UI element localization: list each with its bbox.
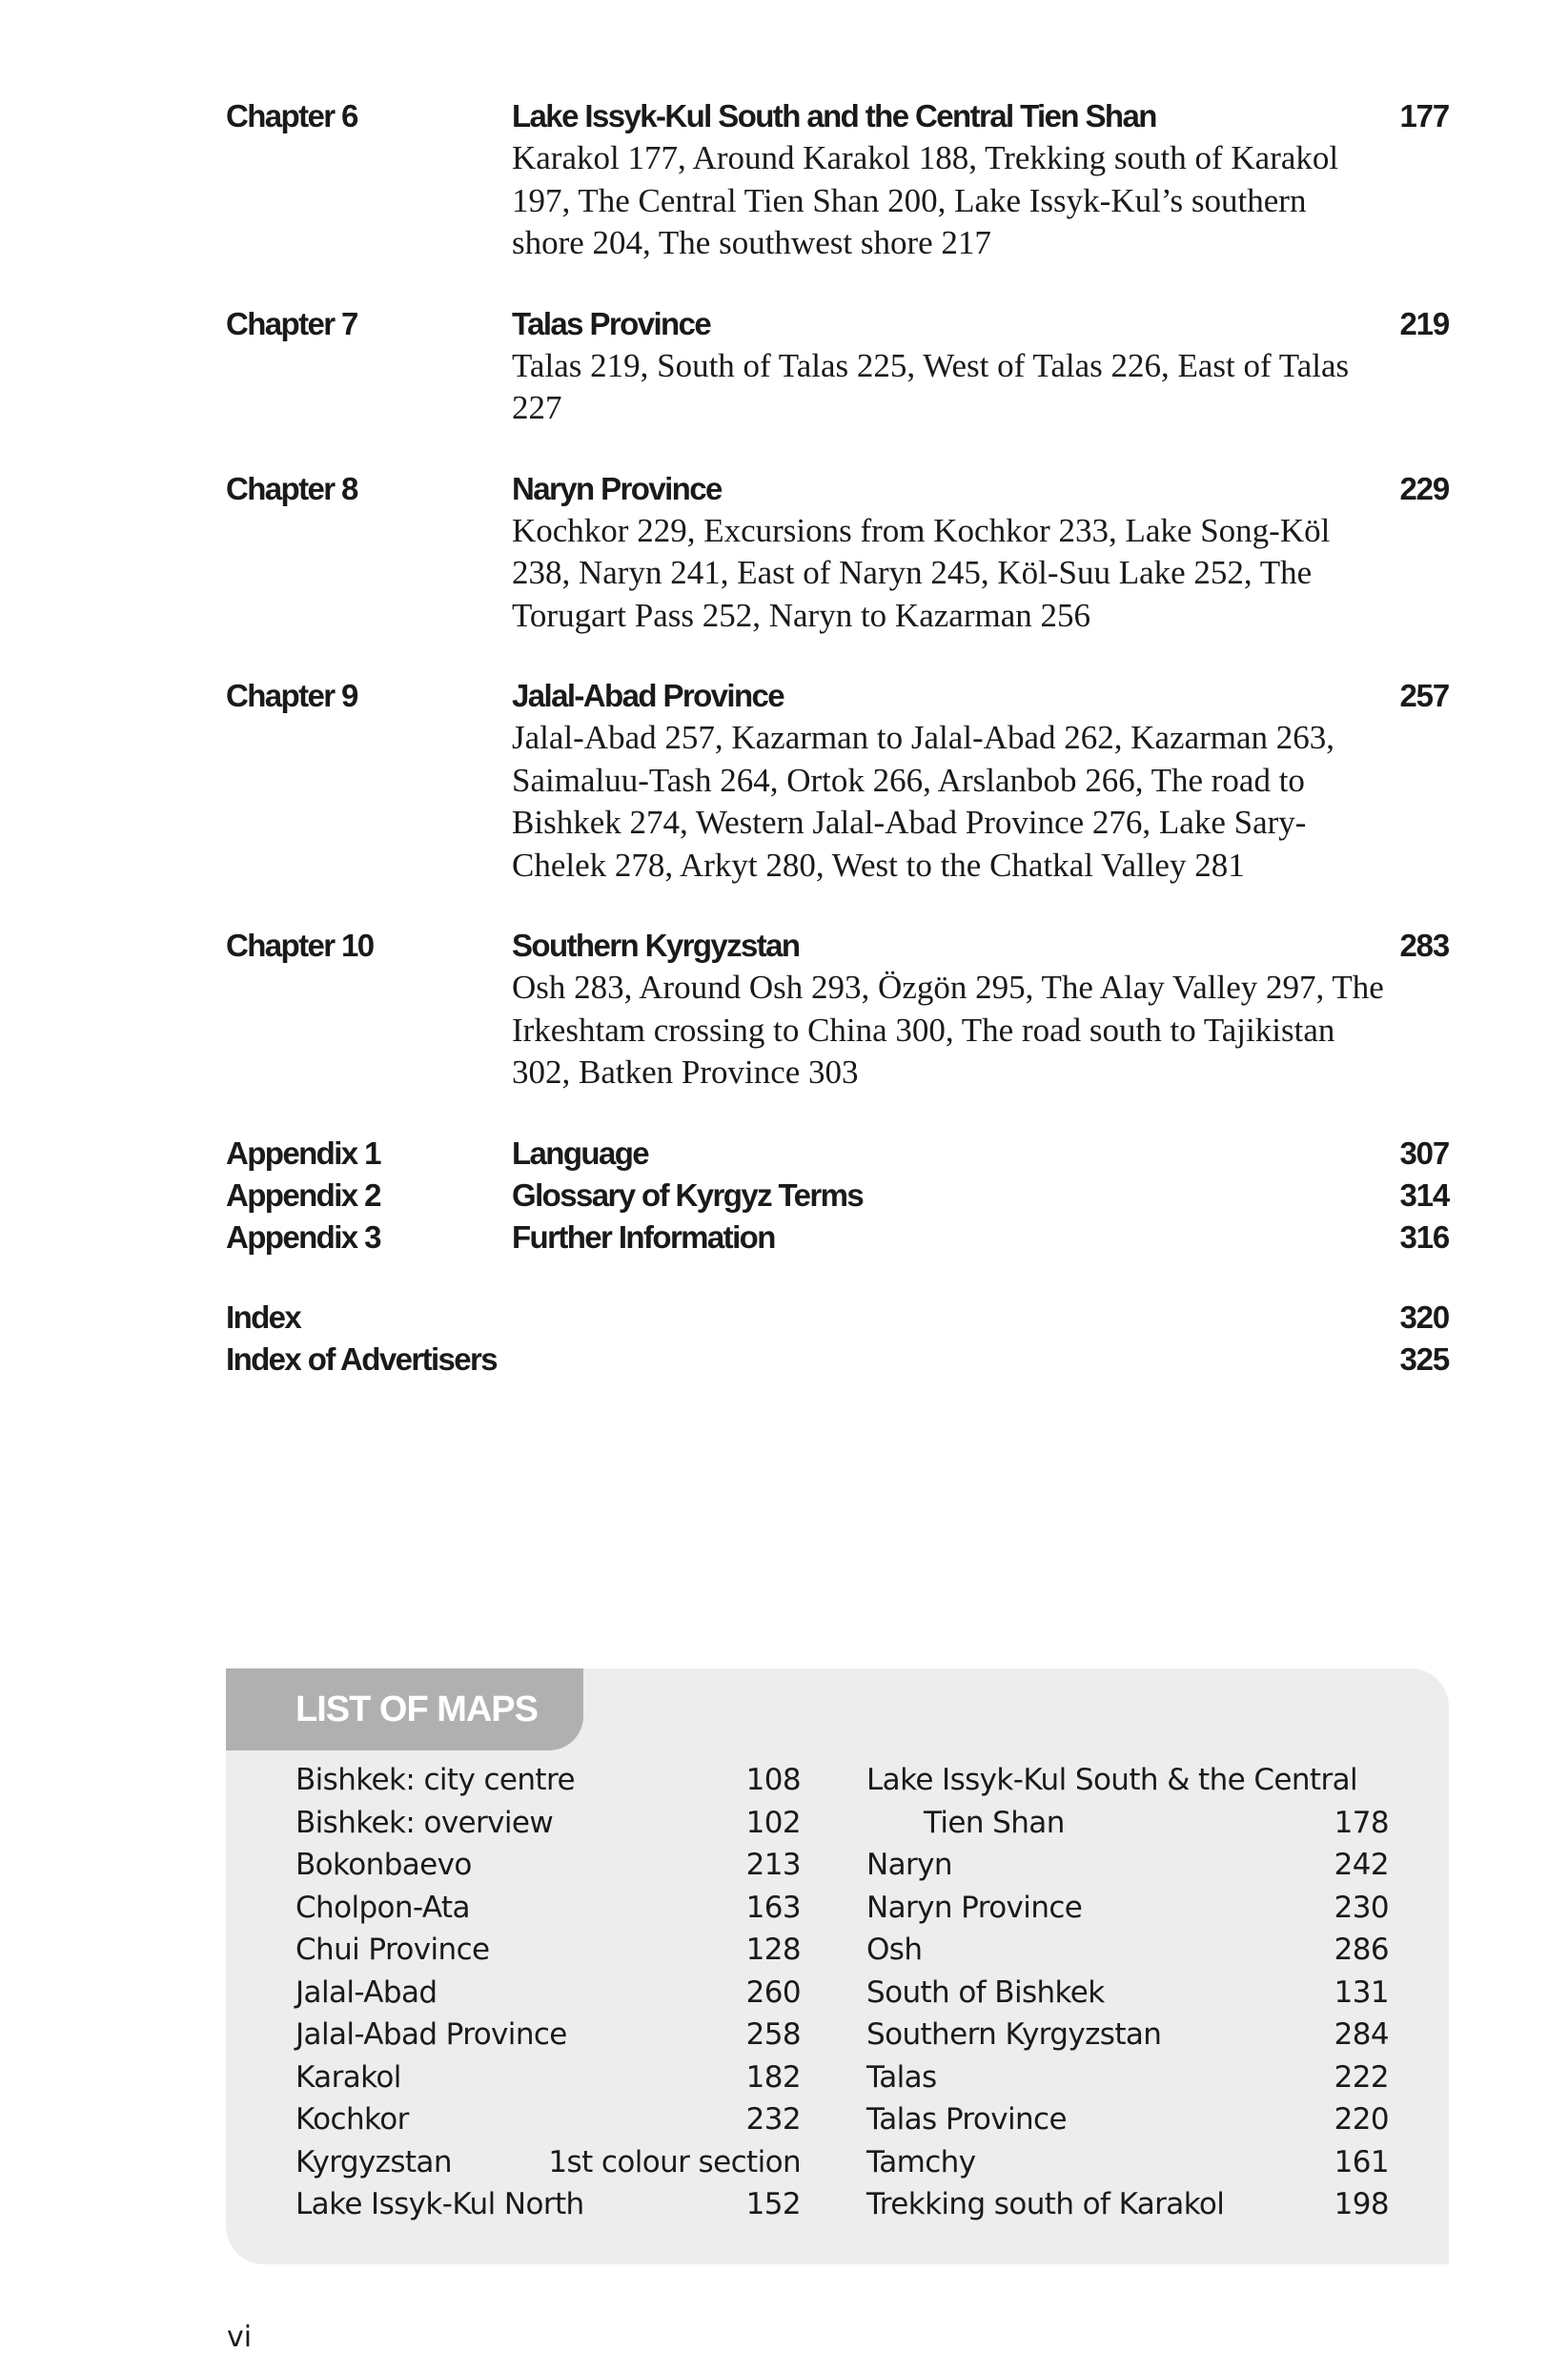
chapter-contents: Osh 283, Around Osh 293, Özgön 295, The Alay Valley 297, The Irkeshtam crossing to China 300, The road south to Tajikistan 302, Batken Province 303 (512, 969, 1384, 1091)
toc-entry-index (226, 1297, 1449, 1339)
map-list-item (866, 1844, 1389, 1887)
map-page-number: 1st colour section (548, 2144, 801, 2179)
map-list-item (295, 2014, 801, 2056)
maps-column-right (866, 1759, 1389, 2226)
toc-entry-chapter-9 (226, 675, 1449, 887)
map-list-item (866, 2183, 1389, 2226)
appendix-title: Further Information (512, 1218, 775, 1255)
chapter-title: Talas Province (512, 305, 711, 341)
map-list-item (866, 1929, 1389, 1972)
map-page-number: 161 (1334, 2144, 1389, 2179)
map-name: South of Bishkek (866, 1974, 1105, 2010)
map-list-item (295, 1844, 801, 1887)
chapter-page-number: 257 (1399, 678, 1449, 713)
appendix-label: Appendix 3 (226, 1218, 380, 1255)
map-page-number: 213 (745, 1848, 801, 1882)
map-name: Lake Issyk-Kul South & the Central (866, 1763, 1358, 1797)
map-name: Kochkor (295, 2102, 409, 2137)
map-name: Talas Province (866, 2102, 1067, 2137)
map-page-number: 258 (745, 2017, 801, 2052)
map-list-item (295, 2098, 801, 2141)
chapter-contents: Kochkor 229, Excursions from Kochkor 233, Lake Song-Köl 238, Naryn 241, East of Naryn 245, Köl-Suu Lake 252, The Torugart Pass 252, Naryn to Kazarman 256 (512, 511, 1331, 634)
map-page-number: 178 (1334, 1805, 1389, 1840)
map-name: Jalal-Abad Province (295, 2017, 567, 2052)
chapter-title: Lake Issyk-Kul South and the Central Tien Shan (512, 98, 1156, 133)
map-list-item (866, 2141, 1389, 2184)
map-page-number: 152 (745, 2187, 801, 2221)
appendix-page-number: 314 (1399, 1176, 1449, 1213)
maps-column-left (295, 1759, 801, 2226)
map-list-item (866, 1759, 1389, 1802)
map-page-number: 260 (745, 1974, 801, 2010)
map-list-item (295, 1887, 801, 1930)
map-list-item (866, 2014, 1389, 2056)
map-list-item (295, 2183, 801, 2226)
map-name: Cholpon-Ata (295, 1890, 470, 1925)
map-list-item (295, 2056, 801, 2099)
appendix-label: Appendix 2 (226, 1176, 380, 1213)
toc-entry-appendix-2 (226, 1175, 1449, 1217)
index-page-number: 320 (1399, 1299, 1449, 1335)
index-label: Index of Advertisers (226, 1340, 498, 1377)
chapter-page-number: 177 (1399, 98, 1449, 133)
chapter-contents: Karakol 177, Around Karakol 188, Trekking south of Karakol 197, The Central Tien Shan 200, Lake Issyk-Kul’s southern shore 204, The southwest shore 217 (512, 139, 1339, 261)
map-list-item (295, 1972, 801, 2015)
map-page-number: 286 (1334, 1933, 1389, 1967)
map-page-number: 108 (745, 1763, 801, 1797)
chapter-contents: Talas 219, South of Talas 225, West of Talas 226, East of Talas 227 (512, 346, 1350, 426)
map-list-item (866, 2056, 1389, 2099)
index-page-number: 325 (1399, 1340, 1449, 1377)
map-name: Kyrgyzstan (295, 2144, 452, 2179)
toc-entry-chapter-10 (226, 925, 1449, 1094)
map-name: Tien Shan (924, 1805, 1065, 1840)
toc-entry-appendix-1 (226, 1133, 1449, 1175)
map-page-number: 232 (745, 2102, 801, 2137)
map-name: Trekking south of Karakol (866, 2187, 1225, 2221)
toc-entry-chapter-6 (226, 95, 1449, 265)
map-page-number: 198 (1334, 2187, 1389, 2221)
toc-entry-appendix-3 (226, 1217, 1449, 1258)
page-folio: vi (227, 2321, 253, 2354)
map-page-number: 163 (745, 1890, 801, 1925)
chapter-page-number: 219 (1399, 305, 1449, 341)
map-page-number: 128 (745, 1933, 801, 1967)
table-of-contents (226, 95, 1449, 1381)
map-list-item (295, 2141, 801, 2184)
map-name: Tamchy (866, 2144, 976, 2179)
map-list-item (295, 1929, 801, 1972)
map-list-item (866, 1802, 1389, 1845)
chapter-page-number: 283 (1399, 928, 1449, 963)
map-name: Chui Province (295, 1933, 490, 1967)
appendix-label: Appendix 1 (226, 1135, 380, 1171)
map-page-number: 102 (745, 1805, 801, 1840)
map-name: Lake Issyk-Kul North (295, 2187, 584, 2221)
map-page-number: 242 (1334, 1848, 1389, 1882)
map-list-item (295, 1759, 801, 1802)
map-name: Jalal-Abad (295, 1974, 438, 2010)
map-name: Karakol (295, 2059, 401, 2095)
chapter-title: Southern Kyrgyzstan (512, 928, 800, 963)
list-of-maps-tab (226, 1668, 583, 1750)
map-list-item (866, 2098, 1389, 2141)
chapter-label: Chapter 8 (226, 470, 357, 506)
toc-entry-chapter-7 (226, 303, 1449, 430)
list-of-maps-panel (226, 1668, 1449, 2264)
map-list-item (866, 1972, 1389, 2015)
list-of-maps-heading: LIST OF MAPS (295, 1689, 538, 1729)
map-page-number: 182 (745, 2059, 801, 2095)
chapter-title: Jalal-Abad Province (512, 678, 784, 713)
map-page-number: 131 (1334, 1974, 1389, 2010)
map-name: Naryn (866, 1848, 952, 1882)
chapter-label: Chapter 6 (226, 98, 357, 133)
map-name: Talas (866, 2059, 937, 2095)
map-page-number: 230 (1334, 1890, 1389, 1925)
map-name: Bokonbaevo (295, 1848, 472, 1882)
chapter-label: Chapter 7 (226, 305, 357, 341)
appendix-title: Language (512, 1135, 649, 1171)
map-list-item (866, 1887, 1389, 1930)
appendix-title: Glossary of Kyrgyz Terms (512, 1176, 864, 1213)
map-page-number: 220 (1334, 2102, 1389, 2137)
chapter-label: Chapter 9 (226, 678, 357, 713)
chapter-page-number: 229 (1399, 470, 1449, 506)
map-page-number: 222 (1334, 2059, 1389, 2095)
map-name: Bishkek: overview (295, 1805, 554, 1840)
appendix-page-number: 307 (1399, 1135, 1449, 1171)
chapter-title: Naryn Province (512, 470, 722, 506)
map-name: Bishkek: city centre (295, 1763, 575, 1797)
toc-entry-index-of-advertisers (226, 1339, 1449, 1381)
chapter-label: Chapter 10 (226, 928, 374, 963)
map-name: Naryn Province (866, 1890, 1083, 1925)
map-list-item (295, 1802, 801, 1845)
map-name: Southern Kyrgyzstan (866, 2017, 1162, 2052)
chapter-contents: Jalal-Abad 257, Kazarman to Jalal-Abad 262, Kazarman 263, Saimaluu-Tash 264, Ortok 266, Arslanbob 266, The road to Bishkek 274, Western Jalal-Abad Province 276, Lake Sary-Chelek 278, Arkyt 280, West to the Chatkal Valley 281 (512, 719, 1335, 884)
map-name: Osh (866, 1933, 923, 1967)
toc-entry-chapter-8 (226, 468, 1449, 638)
map-page-number: 284 (1334, 2017, 1389, 2052)
index-label: Index (226, 1299, 301, 1335)
appendix-page-number: 316 (1399, 1218, 1449, 1255)
